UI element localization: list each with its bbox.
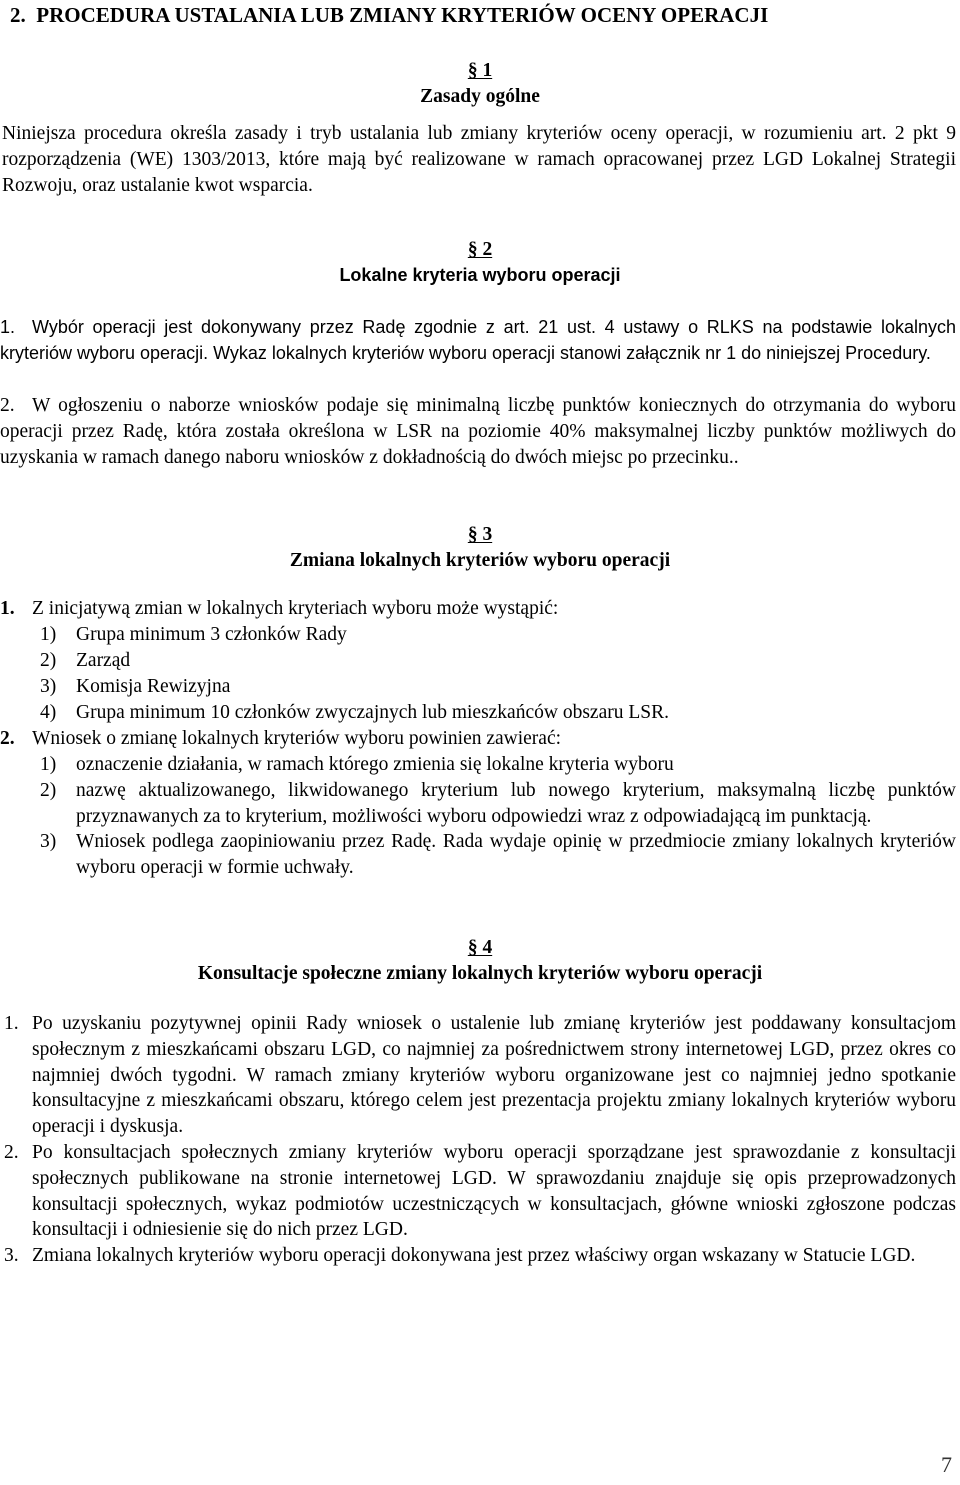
- section-2-item-2: [0, 393, 956, 471]
- list-item: [0, 829, 956, 881]
- subitem-number: 4): [40, 702, 57, 723]
- list-item: [0, 752, 956, 778]
- section-title: Lokalne kryteria wyboru operacji: [339, 264, 621, 285]
- section-symbol: § 2: [467, 239, 493, 260]
- chapter-heading: 2. PROCEDURA USTALANIA LUB ZMIANY KRYTERIÓW OCENY OPERACJI: [10, 3, 769, 27]
- subitem-text: Zarząd: [76, 650, 131, 671]
- section-4-list: [0, 1011, 956, 1269]
- subitem-number: 1): [40, 624, 57, 645]
- item-number: 3.: [4, 1245, 19, 1267]
- section-symbol: § 1: [467, 60, 493, 81]
- subitem-number: 1): [40, 754, 57, 775]
- section-title: Zasady ogólne: [420, 85, 540, 107]
- subitem-number: 3): [40, 676, 57, 697]
- subitem-text: oznaczenie działania, w ramach którego zmienia się lokalne kryteria wyboru: [76, 754, 674, 775]
- item-number: 1.: [4, 1013, 19, 1034]
- section-3-heading: [0, 522, 960, 574]
- list-item: [0, 622, 940, 648]
- item-text: Po uzyskaniu pozytywnej opinii Rady wniosek o ustalenie lub zmianę kryteriów jest poddawany konsultacjom społecznym z mieszkańcami obszaru LGD, co najmniej za pośrednictwem strony internetowej LGD, przez okres co najmniej dwóch tygodni. W ramach zmiany kryteriów wyboru organizowane jest co najmniej jedno spotkanie konsultacyjne z mieszkańcami obszaru, którego celem jest prezentacja projektu zmiany lokalnych kryteriów wyboru operacji i dyskusja.: [32, 1013, 956, 1138]
- list-item: [0, 778, 956, 830]
- list-item: [0, 1011, 956, 1140]
- subitem-text: Komisja Rewizyjna: [76, 676, 231, 697]
- subitem-number: 3): [40, 831, 57, 853]
- subitem-text: Grupa minimum 3 członków Rady: [76, 624, 347, 645]
- section-3-item-1-sublist: [0, 622, 940, 726]
- section-2-item-1: [0, 314, 956, 366]
- item-number: 2.: [4, 1141, 19, 1163]
- section-title: Zmiana lokalnych kryteriów wyboru operacji: [289, 549, 671, 571]
- item-text: Zmiana lokalnych kryteriów wyboru operacji dokonywana jest przez właściwy organ wskazany w Statucie LGD.: [32, 1245, 916, 1267]
- section-symbol: § 3: [467, 524, 493, 545]
- section-symbol: § 4: [467, 937, 493, 958]
- list-item: [0, 648, 940, 674]
- item-number: 1.: [0, 317, 16, 337]
- section-1-paragraph: Niniejsza procedura określa zasady i tryb ustalania lub zmiany kryteriów oceny operacji, w rozumieniu art. 2 pkt 9 rozporządzenia (WE) 1303/2013, które mają być realizowane w ramach opracowanej przez LGD Lokalnej Strategii Rozwoju, oraz ustalanie kwot wsparcia.: [2, 123, 956, 196]
- list-item: [0, 674, 940, 700]
- section-1-heading: [0, 58, 960, 110]
- section-2-heading: [0, 237, 960, 289]
- subitem-text: nazwę aktualizowanego, likwidowanego kryterium lub nowego kryterium, maksymalną liczbę punktów przyznawanych za to kryterium, możliwości wyboru odpowiedzi wraz z odpowiadającą im punktacją.: [76, 779, 956, 827]
- item-text: W ogłoszeniu o naborze wniosków podaje się minimalną liczbę punktów koniecznych do otrzymania do wyboru operacji przez Radę, która została określona w LSR na poziomie 40% maksymalnej liczby punktów możliwych do uzyskania w ramach danego naboru wniosków z dokładnością do dwóch miejsc po przecinku..: [0, 395, 956, 468]
- item-text: Z inicjatywą zmian w lokalnych kryteriach wyboru może wystąpić:: [32, 598, 559, 619]
- list-item: [0, 700, 940, 726]
- subitem-text: Wniosek podlega zaopiniowaniu przez Radę. Rada wydaje opinię w przedmiocie zmiany lokalnych kryteriów wyboru operacji w formie uchwały.: [76, 831, 956, 879]
- item-text: Wniosek o zmianę lokalnych kryteriów wyboru powinien zawierać:: [32, 728, 562, 749]
- subitem-text: Grupa minimum 10 członków zwyczajnych lub mieszkańców obszaru LSR.: [76, 702, 669, 723]
- section-4-heading: [0, 935, 960, 987]
- list-item: [0, 1243, 956, 1269]
- item-number: 2.: [0, 728, 15, 749]
- item-text: Wybór operacji jest dokonywany przez Radę zgodnie z art. 21 ust. 4 ustawy o RLKS na podstawie lokalnych kryteriów wyboru operacji. Wykaz lokalnych kryteriów wyboru operacji stanowi załącznik nr 1 do niniejszej Procedury.: [0, 317, 956, 363]
- section-title: Konsultacje społeczne zmiany lokalnych kryteriów wyboru operacji: [197, 962, 763, 984]
- item-number: 1.: [0, 598, 15, 619]
- item-text: Po konsultacjach społecznych zmiany kryteriów wyboru operacji sporządzane jest sprawozdanie z konsultacji społecznych publikowane na stronie internetowej LGD. W sprawozdaniu znajduje się opis przeprowadzonych konsultacji społecznych, wykaz podmiotów uczestniczących w konsultacjach, główne wnioski zgłoszone podczas konsultacji i odniesienie się do nich przez LGD.: [32, 1141, 956, 1241]
- subitem-number: 2): [40, 650, 57, 671]
- subitem-number: 2): [40, 779, 57, 801]
- list-item: [0, 1140, 956, 1243]
- section-3-item-2-sublist: [0, 752, 956, 881]
- section-3-item-2: [0, 726, 940, 752]
- page-number: 7: [941, 1452, 952, 1477]
- section-3-item-1: [0, 596, 940, 622]
- item-number: 2.: [0, 395, 15, 416]
